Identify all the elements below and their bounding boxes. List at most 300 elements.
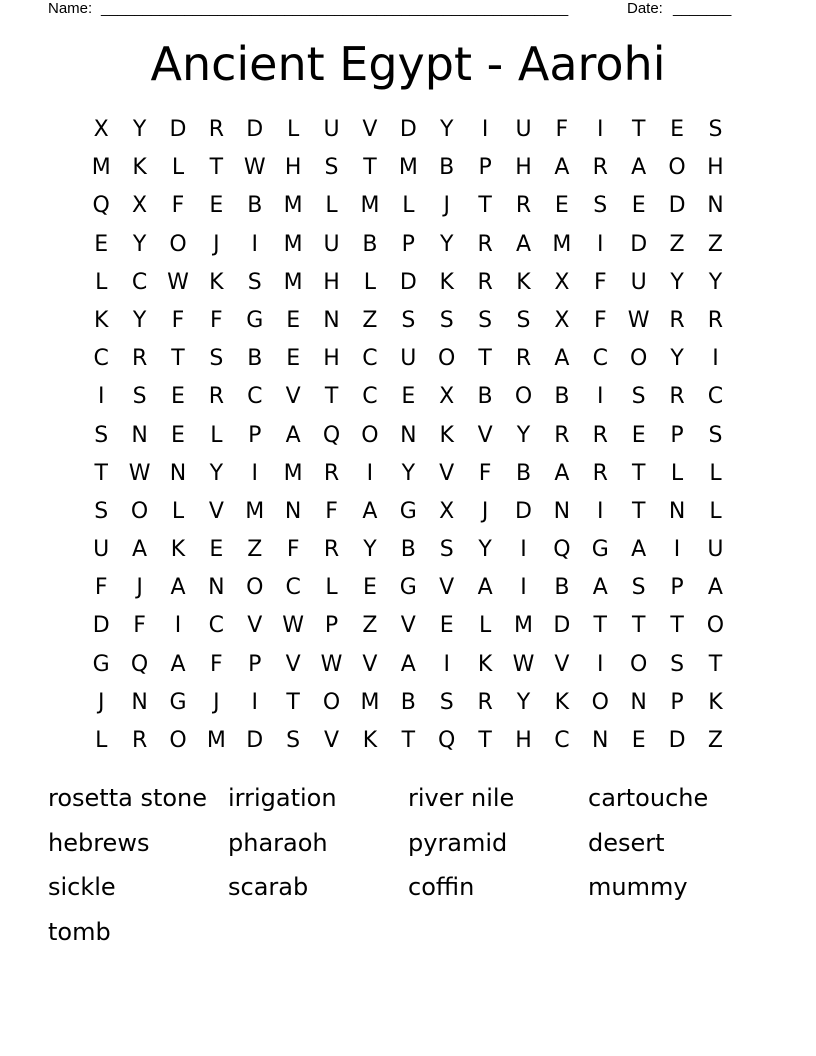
- letter-grid: [82, 111, 735, 760]
- grid-cell: C: [285, 575, 301, 601]
- grid-cell: K: [516, 269, 531, 295]
- grid-cell: R: [592, 460, 608, 486]
- grid-cell: A: [362, 498, 378, 524]
- grid-cell: R: [208, 384, 225, 410]
- grid-cell: G: [169, 689, 187, 715]
- grid-cell: D: [630, 231, 648, 257]
- grid-cell: C: [707, 384, 724, 410]
- grid-cell: I: [673, 537, 681, 563]
- grid-cell: O: [591, 689, 609, 715]
- grid-cell: R: [323, 460, 340, 486]
- grid-cell: N: [131, 689, 148, 715]
- grid-cell: H: [515, 728, 532, 753]
- grid-cell: X: [439, 498, 455, 524]
- word-list-item: hebrews: [48, 828, 150, 857]
- grid-cell: W: [243, 155, 266, 181]
- grid-cell: A: [170, 575, 186, 601]
- word-list-item: desert: [588, 828, 665, 857]
- grid-cell: V: [285, 384, 301, 410]
- grid-cell: L: [325, 575, 338, 601]
- grid-cell: Z: [362, 307, 378, 333]
- grid-cell: K: [170, 537, 186, 563]
- grid-cell: W: [167, 269, 189, 295]
- grid-cell: F: [325, 498, 338, 524]
- grid-cell: O: [630, 651, 648, 677]
- grid-cell: V: [362, 117, 378, 142]
- grid-cell: M: [514, 613, 533, 639]
- grid-cell: X: [132, 193, 148, 219]
- grid-cell: J: [443, 193, 450, 219]
- grid-cell: L: [325, 193, 338, 219]
- grid-cell: B: [362, 231, 378, 257]
- grid-cell: B: [400, 537, 416, 563]
- grid-cell: S: [670, 651, 685, 677]
- grid-cell: T: [593, 613, 607, 639]
- grid-cell: T: [286, 689, 300, 715]
- grid-cell: B: [554, 575, 570, 601]
- grid-cell: I: [597, 651, 604, 677]
- grid-cell: E: [439, 613, 454, 639]
- grid-cell: Y: [439, 117, 454, 142]
- grid-cell: S: [209, 346, 224, 372]
- grid-cell: X: [554, 269, 570, 295]
- grid-cell: E: [631, 728, 646, 753]
- grid-cell: C: [592, 346, 608, 372]
- grid-cell: K: [439, 269, 454, 295]
- grid-cell: Q: [92, 193, 110, 219]
- grid-cell: A: [631, 537, 647, 563]
- grid-cell: K: [554, 689, 570, 715]
- grid-cell: O: [514, 384, 533, 410]
- grid-cell: F: [94, 575, 108, 601]
- grid-cell: T: [401, 728, 416, 753]
- grid-cell: C: [208, 613, 225, 639]
- grid-cell: R: [131, 728, 148, 753]
- grid-cell: V: [554, 651, 570, 677]
- grid-cell: Y: [132, 117, 147, 142]
- grid-cell: J: [213, 231, 220, 257]
- grid-cell: T: [708, 651, 723, 677]
- word-list-item: rosetta stone: [48, 784, 208, 812]
- grid-cell: I: [597, 231, 604, 257]
- grid-cell: I: [443, 651, 450, 677]
- grid-cell: K: [209, 269, 224, 295]
- grid-cell: E: [209, 193, 224, 219]
- grid-cell: O: [668, 155, 686, 181]
- grid-cell: E: [362, 575, 377, 601]
- grid-cell: B: [400, 689, 416, 715]
- grid-cell: R: [707, 307, 724, 333]
- grid-cell: L: [402, 193, 415, 219]
- grid-cell: B: [439, 155, 455, 181]
- grid-cell: V: [439, 460, 455, 486]
- grid-cell: U: [93, 537, 110, 563]
- grid-cell: A: [170, 651, 186, 677]
- grid-cell: Z: [247, 537, 263, 563]
- grid-cell: F: [210, 307, 223, 333]
- page-title: Ancient Egypt - Aarohi: [150, 37, 666, 91]
- grid-cell: T: [478, 728, 492, 753]
- grid-cell: F: [555, 117, 569, 142]
- grid-cell: W: [512, 651, 535, 677]
- grid-cell: H: [707, 155, 724, 181]
- grid-cell: Z: [707, 231, 723, 257]
- grid-cell: F: [171, 307, 185, 333]
- grid-cell: R: [477, 269, 493, 295]
- grid-cell: O: [630, 346, 648, 372]
- grid-cell: B: [477, 384, 493, 410]
- grid-cell: T: [478, 346, 492, 372]
- grid-cell: C: [362, 346, 378, 372]
- grid-cell: S: [132, 384, 147, 410]
- grid-cell: B: [554, 384, 570, 410]
- grid-cell: O: [706, 613, 725, 639]
- word-list-item: irrigation: [228, 784, 337, 812]
- grid-cell: E: [670, 117, 684, 142]
- grid-cell: S: [708, 422, 723, 448]
- grid-cell: P: [248, 651, 262, 677]
- grid-cell: S: [516, 307, 531, 333]
- grid-cell: H: [284, 155, 302, 181]
- grid-cell: M: [283, 193, 303, 219]
- grid-cell: U: [515, 117, 532, 142]
- grid-cell: T: [171, 346, 185, 372]
- grid-cell: F: [210, 651, 223, 677]
- grid-cell: L: [210, 422, 223, 448]
- grid-cell: T: [631, 460, 646, 486]
- grid-cell: Y: [132, 231, 147, 257]
- grid-cell: A: [285, 422, 301, 448]
- grid-cell: J: [481, 498, 489, 524]
- grid-cell: S: [708, 117, 723, 142]
- grid-cell: L: [95, 269, 108, 295]
- grid-cell: K: [132, 155, 147, 181]
- grid-cell: F: [133, 613, 146, 639]
- grid-cell: L: [287, 117, 300, 142]
- grid-cell: T: [631, 498, 646, 524]
- word-list-item: cartouche: [588, 784, 709, 812]
- grid-cell: V: [247, 613, 263, 639]
- grid-cell: G: [399, 498, 417, 524]
- grid-cell: S: [439, 689, 454, 715]
- grid-cell: L: [171, 498, 185, 524]
- grid-cell: U: [323, 231, 340, 257]
- grid-cell: I: [597, 117, 604, 142]
- grid-cell: O: [361, 422, 379, 448]
- grid-cell: S: [478, 307, 493, 333]
- grid-cell: G: [246, 307, 264, 333]
- grid-cell: N: [208, 575, 225, 601]
- grid-cell: C: [93, 346, 109, 372]
- grid-cell: K: [362, 728, 378, 753]
- grid-cell: V: [362, 651, 378, 677]
- grid-cell: S: [631, 384, 646, 410]
- grid-cell: I: [366, 460, 374, 486]
- grid-cell: Y: [209, 460, 224, 486]
- grid-cell: Y: [401, 460, 416, 486]
- grid-cell: R: [592, 422, 608, 448]
- grid-cell: O: [438, 346, 456, 372]
- grid-cell: T: [94, 460, 108, 486]
- grid-cell: Y: [132, 307, 147, 333]
- grid-cell: P: [401, 231, 415, 257]
- grid-cell: D: [246, 728, 264, 753]
- grid-cell: X: [439, 384, 455, 410]
- grid-cell: E: [171, 422, 185, 448]
- grid-cell: Y: [670, 269, 684, 295]
- word-list-item: scarab: [228, 873, 309, 901]
- grid-cell: J: [213, 689, 220, 715]
- grid-cell: K: [708, 689, 723, 715]
- grid-cell: F: [171, 193, 185, 219]
- grid-cell: Y: [478, 537, 492, 563]
- grid-cell: D: [92, 613, 110, 639]
- grid-cell: D: [515, 498, 532, 524]
- grid-cell: A: [515, 231, 532, 257]
- grid-cell: R: [477, 231, 493, 257]
- grid-cell: E: [401, 384, 416, 410]
- grid-cell: S: [439, 307, 454, 333]
- grid-cell: E: [286, 307, 301, 333]
- grid-cell: S: [286, 728, 301, 753]
- grid-cell: O: [169, 231, 187, 257]
- grid-cell: A: [400, 651, 416, 677]
- grid-cell: I: [174, 613, 182, 639]
- grid-cell: D: [668, 728, 686, 753]
- grid-cell: J: [136, 575, 143, 601]
- grid-cell: K: [93, 307, 109, 333]
- grid-cell: N: [169, 460, 187, 486]
- grid-cell: O: [246, 575, 264, 601]
- grid-cell: C: [362, 384, 378, 410]
- grid-cell: M: [245, 498, 265, 524]
- grid-cell: G: [591, 537, 609, 563]
- grid-cell: G: [92, 651, 110, 677]
- grid-cell: I: [251, 460, 258, 486]
- word-list-item: coffin: [408, 873, 475, 901]
- grid-cell: A: [631, 155, 647, 181]
- grid-cell: N: [553, 498, 571, 524]
- grid-cell: I: [520, 575, 527, 601]
- grid-cell: U: [707, 537, 724, 563]
- grid-cell: S: [247, 269, 262, 295]
- word-list-item: river nile: [408, 784, 515, 812]
- grid-cell: S: [401, 307, 416, 333]
- grid-cell: S: [593, 193, 608, 219]
- grid-cell: N: [284, 498, 302, 524]
- grid-cell: I: [597, 384, 604, 410]
- grid-cell: B: [515, 460, 532, 486]
- grid-cell: W: [128, 460, 151, 486]
- grid-cell: E: [209, 537, 224, 563]
- grid-cell: R: [515, 193, 532, 219]
- grid-cell: R: [208, 117, 225, 142]
- grid-cell: I: [597, 498, 604, 524]
- grid-cell: T: [363, 155, 377, 181]
- grid-cell: T: [209, 155, 224, 181]
- grid-cell: M: [552, 231, 572, 257]
- name-label: Name:: [48, 0, 93, 17]
- grid-cell: L: [670, 460, 684, 486]
- grid-cell: T: [478, 193, 492, 219]
- grid-cell: D: [169, 117, 187, 142]
- grid-cell: G: [399, 575, 417, 601]
- grid-cell: Y: [516, 422, 531, 448]
- grid-cell: E: [171, 384, 185, 410]
- grid-cell: I: [97, 384, 105, 410]
- grid-cell: X: [554, 307, 570, 333]
- grid-cell: O: [322, 689, 341, 715]
- grid-cell: Q: [130, 651, 149, 677]
- grid-cell: V: [285, 651, 301, 677]
- grid-cell: D: [399, 117, 417, 142]
- grid-cell: A: [477, 575, 493, 601]
- grid-cell: R: [669, 384, 685, 410]
- grid-cell: L: [363, 269, 377, 295]
- grid-cell: J: [97, 689, 105, 715]
- grid-cell: D: [553, 613, 571, 639]
- grid-cell: O: [169, 728, 187, 753]
- grid-cell: H: [515, 155, 532, 181]
- header-row: [48, 0, 748, 18]
- grid-cell: Z: [707, 728, 723, 753]
- grid-cell: M: [283, 269, 303, 295]
- grid-cell: A: [707, 575, 723, 601]
- grid-cell: O: [130, 498, 149, 524]
- grid-cell: V: [208, 498, 224, 524]
- grid-cell: R: [554, 422, 570, 448]
- word-list-item: pharaoh: [228, 828, 328, 857]
- grid-cell: R: [131, 346, 148, 372]
- grid-cell: N: [131, 422, 148, 448]
- grid-cell: W: [627, 307, 650, 333]
- grid-cell: H: [323, 346, 340, 372]
- grid-cell: F: [286, 537, 300, 563]
- grid-cell: N: [400, 422, 417, 448]
- grid-cell: R: [515, 346, 532, 372]
- grid-cell: P: [324, 613, 339, 639]
- grid-cell: V: [477, 422, 493, 448]
- grid-cell: S: [94, 422, 109, 448]
- word-list-item: sickle: [48, 873, 116, 901]
- grid-cell: M: [283, 231, 303, 257]
- grid-cell: Y: [516, 689, 531, 715]
- grid-cell: L: [709, 498, 722, 524]
- grid-cell: T: [324, 384, 339, 410]
- date-line: _______: [673, 0, 732, 17]
- grid-cell: M: [398, 155, 418, 181]
- grid-cell: L: [95, 728, 108, 753]
- grid-cell: D: [246, 117, 264, 142]
- grid-cell: V: [439, 575, 455, 601]
- grid-cell: I: [251, 231, 258, 257]
- grid-cell: S: [439, 537, 454, 563]
- grid-cell: E: [554, 193, 569, 219]
- grid-cell: Y: [708, 269, 723, 295]
- grid-cell: P: [670, 575, 684, 601]
- grid-cell: V: [324, 728, 340, 753]
- grid-cell: N: [592, 728, 609, 753]
- grid-cell: W: [282, 613, 305, 639]
- grid-cell: Q: [322, 422, 341, 448]
- grid-cell: N: [668, 498, 686, 524]
- grid-cell: Q: [438, 728, 456, 753]
- grid-cell: M: [283, 460, 303, 486]
- date-label: Date:: [627, 0, 663, 17]
- grid-cell: K: [477, 651, 493, 677]
- grid-cell: R: [669, 307, 685, 333]
- grid-cell: P: [670, 422, 684, 448]
- grid-cell: S: [324, 155, 339, 181]
- grid-cell: D: [399, 269, 417, 295]
- grid-cell: P: [248, 422, 262, 448]
- grid-cell: A: [554, 346, 570, 372]
- grid-cell: E: [631, 422, 646, 448]
- grid-cell: S: [631, 575, 646, 601]
- name-line: ________________________________________________________: [101, 0, 569, 17]
- grid-cell: A: [554, 155, 570, 181]
- grid-cell: T: [670, 613, 684, 639]
- grid-cell: C: [247, 384, 263, 410]
- grid-cell: A: [132, 537, 148, 563]
- grid-cell: A: [554, 460, 570, 486]
- grid-cell: I: [520, 537, 527, 563]
- grid-cell: I: [251, 689, 258, 715]
- grid-cell: F: [593, 269, 607, 295]
- grid-cell: Z: [669, 231, 685, 257]
- grid-cell: S: [94, 498, 109, 524]
- grid-cell: N: [630, 689, 647, 715]
- grid-cell: F: [593, 307, 607, 333]
- word-list: [48, 776, 768, 954]
- grid-cell: A: [592, 575, 608, 601]
- grid-cell: B: [247, 346, 263, 372]
- grid-cell: C: [131, 269, 148, 295]
- grid-cell: E: [631, 193, 646, 219]
- grid-cell: P: [478, 155, 492, 181]
- grid-cell: L: [171, 155, 185, 181]
- grid-cell: P: [670, 689, 684, 715]
- grid-cell: F: [478, 460, 492, 486]
- grid-cell: L: [478, 613, 492, 639]
- grid-cell: X: [93, 117, 109, 142]
- grid-cell: E: [94, 231, 109, 257]
- grid-cell: E: [286, 346, 301, 372]
- word-list-item: pyramid: [408, 828, 508, 857]
- grid-cell: Z: [362, 613, 378, 639]
- grid-cell: I: [481, 117, 489, 142]
- grid-cell: M: [360, 689, 380, 715]
- grid-cell: U: [630, 269, 647, 295]
- grid-cell: M: [91, 155, 111, 181]
- grid-cell: M: [360, 193, 380, 219]
- grid-cell: Y: [670, 346, 684, 372]
- grid-cell: Y: [363, 537, 377, 563]
- grid-cell: M: [206, 728, 226, 753]
- grid-cell: W: [320, 651, 343, 677]
- grid-cell: H: [323, 269, 340, 295]
- word-list-item: tomb: [48, 917, 111, 946]
- grid-cell: T: [631, 613, 646, 639]
- grid-cell: U: [400, 346, 417, 372]
- grid-cell: L: [709, 460, 722, 486]
- grid-cell: R: [477, 689, 493, 715]
- grid-cell: D: [668, 193, 686, 219]
- grid-cell: R: [323, 537, 340, 563]
- grid-cell: V: [400, 613, 416, 639]
- grid-cell: C: [554, 728, 570, 753]
- grid-cell: N: [323, 307, 340, 333]
